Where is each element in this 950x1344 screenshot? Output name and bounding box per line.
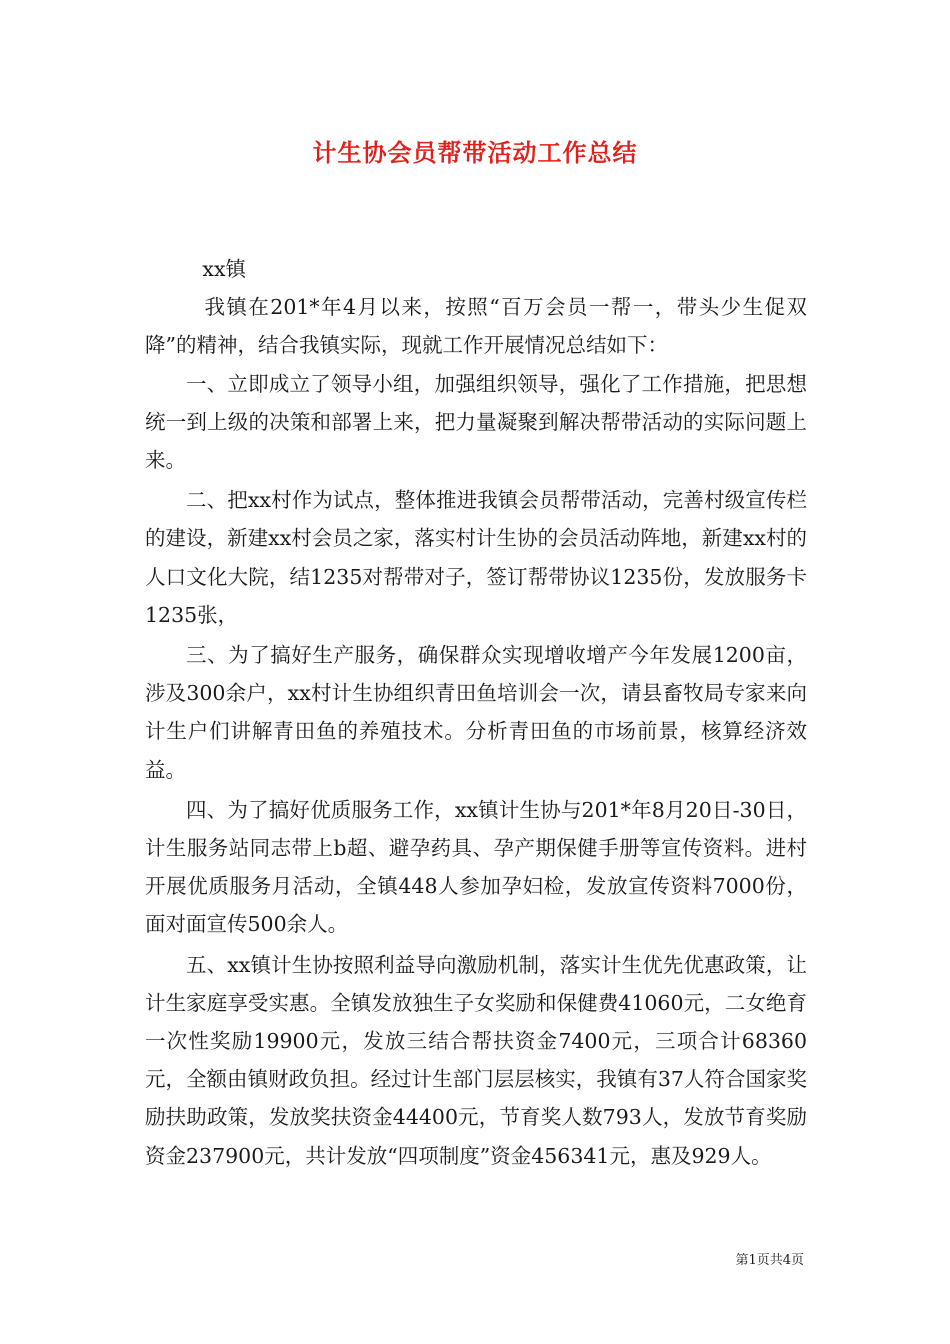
paragraph-section-1: 一、立即成立了领导小组，加强组织领导，强化了工作措施，把思想统一到上级的决策和部署上来，把力量凝聚到解决帮带活动的实际问题上来。 — [145, 371, 807, 473]
paragraph-intro: 我镇在201*年4月以来，按照“百万会员一帮一，带头少生促双降”的精神，结合我镇实际，现就工作开展情况总结如下： — [145, 295, 807, 358]
paragraph-section-3: 三、为了搞好生产服务，确保群众实现增收增产今年发展1200亩，涉及300余户，xx村计生协组织青田鱼培训会一次，请县畜牧局专家来向计生户们讲解青田鱼的养殖技术。分析青田鱼的市场前景，核算经济效益。 — [145, 643, 807, 782]
document-body — [145, 250, 807, 1175]
document-title: 计生协会员帮带活动工作总结 — [312, 138, 638, 167]
page-number: 第1页共4页 — [735, 1253, 804, 1268]
organization-name: xx镇 — [202, 257, 247, 281]
paragraph-section-5: 五、xx镇计生协按照利益导向激励机制，落实计生优先优惠政策，让计生家庭享受实惠。全镇发放独生子女奖励和保健费41060元，二女绝育一次性奖励19900元，发放三结合帮扶资金7400元，三项合计68360元，全额由镇财政负担。经过计生部门层层核实，我镇有37人符合国家奖励扶助政策，发放奖扶资金44400元，节育奖人数793人，发放节育奖励资金237900元，共计发放“四项制度”资金456341元，惠及929人。 — [145, 952, 807, 1168]
paragraph-section-4: 四、为了搞好优质服务工作，xx镇计生协与201*年8月20日-30日，计生服务站同志带上b超、避孕药具、孕产期保健手册等宣传资料。进村开展优质服务月活动，全镇448人参加孕妇检，发放宣传资料7000份，面对面宣传500余人。 — [145, 797, 807, 937]
paragraph-section-2: 二、把xx村作为试点，整体推进我镇会员帮带活动，完善村级宣传栏的建设，新建xx村会员之家，落实村计生协的会员活动阵地，新建xx村的人口文化大院，结1235对帮带对子，签订帮带协议1235份，发放服务卡1235张， — [145, 488, 807, 627]
